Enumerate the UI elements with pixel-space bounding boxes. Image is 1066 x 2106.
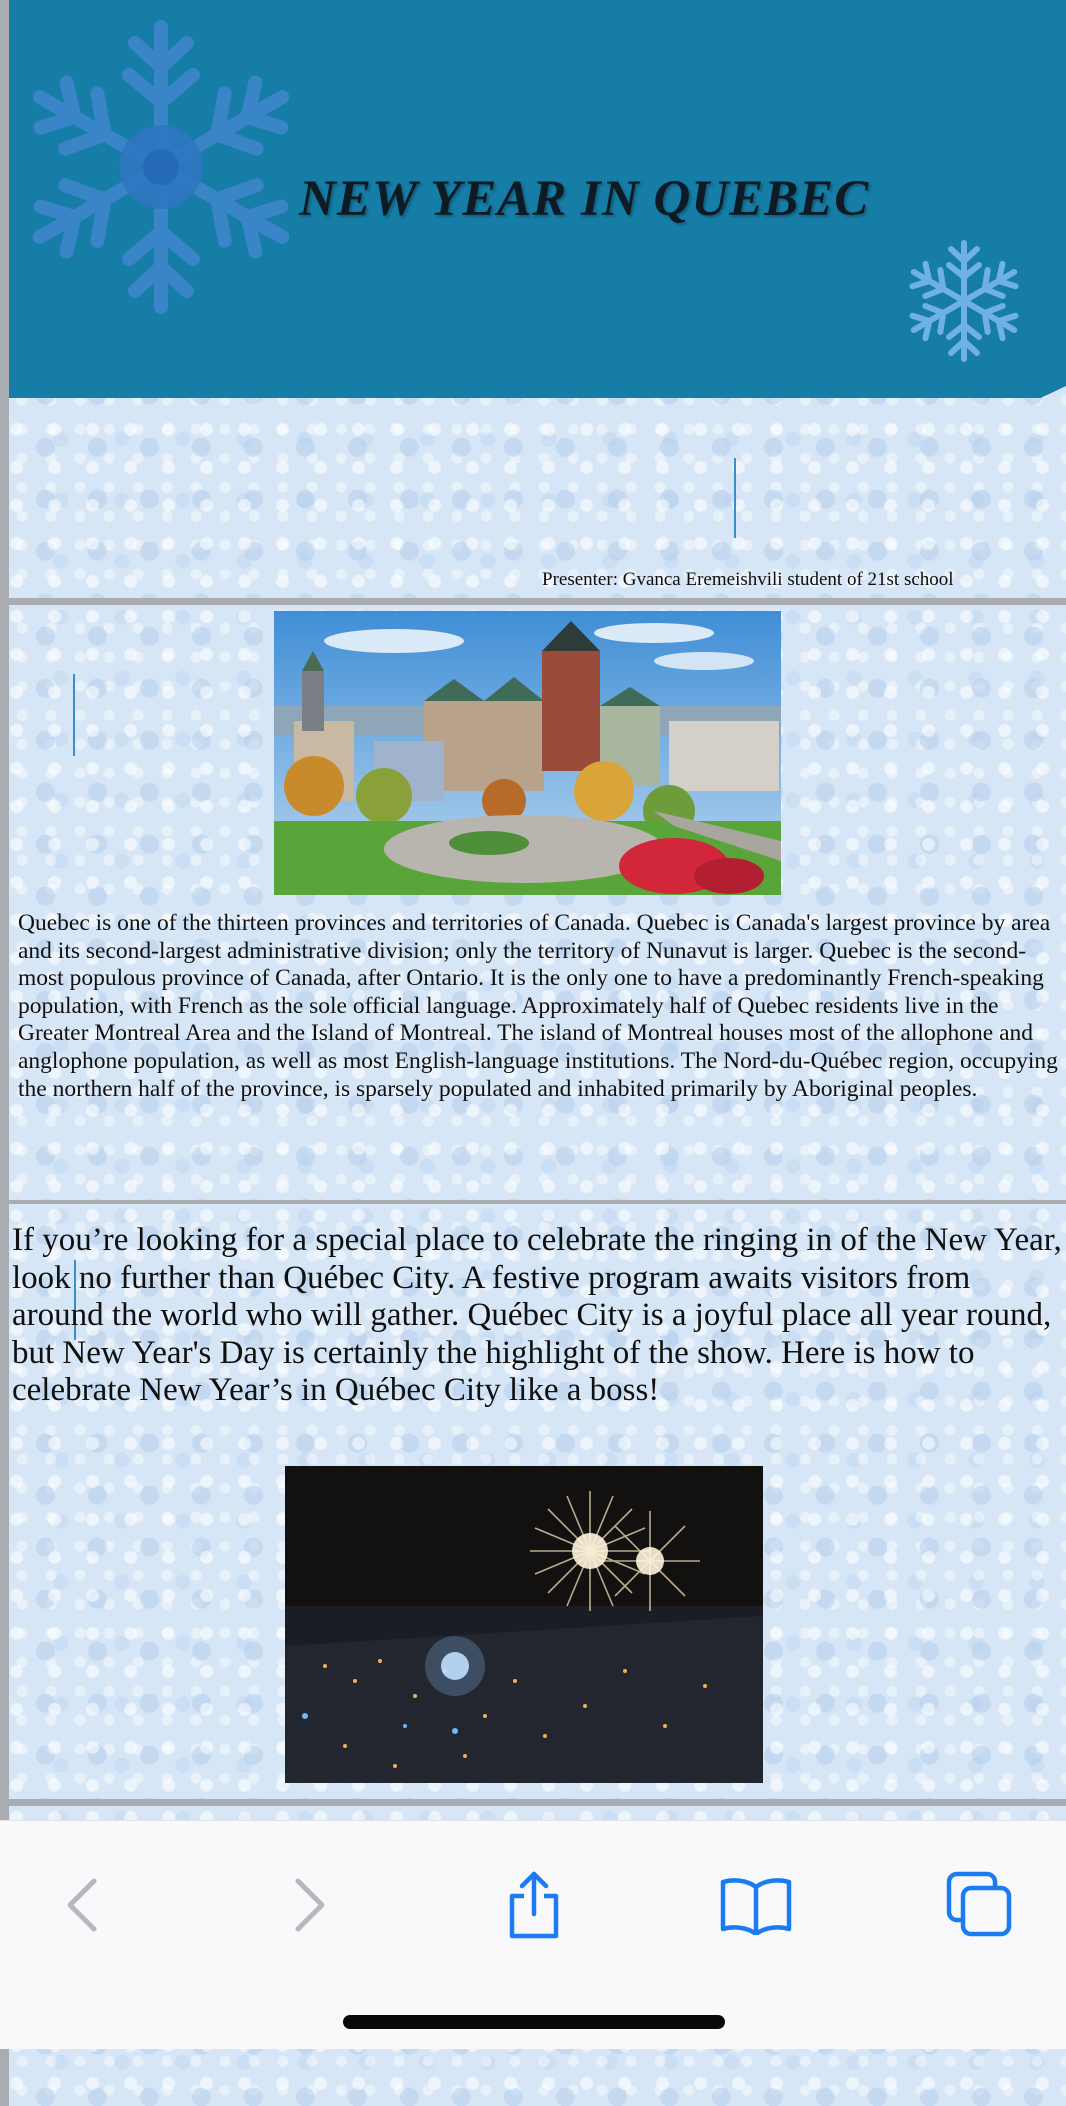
celebration-slide [9,1204,1066,1799]
tabs-icon [945,1870,1015,1945]
bookmarks-button[interactable] [716,1867,796,1947]
share-button[interactable] [494,1867,574,1947]
forward-button[interactable] [270,1867,350,1947]
share-icon [504,1870,564,1945]
small-snowflake-icon [901,238,1027,364]
chevron-right-icon [290,1875,330,1940]
presenter-credit: Presenter: Gvanca Eremeishvili student of 21st school [542,569,954,590]
large-snowflake-icon [21,12,301,322]
title-slide [9,0,1066,598]
city-photo [274,611,781,895]
text-cursor [73,674,75,756]
book-icon [719,1875,793,1940]
page-title: NEW YEAR IN QUEBEC [299,171,870,227]
home-indicator [343,2015,725,2029]
chevron-left-icon [62,1875,102,1940]
fireworks-photo [285,1466,763,1783]
celebration-paragraph: If you’re looking for a special place to celebrate the ringing in of the New Year, look no further than Québec City. A festive program awaits visitors from around the world who will gather. Québec City is a joyful place all year round, but New Year's Day is certainly the highlight of the show. Here is how to celebrate New Year’s in Québec City like a boss! [12,1222,1062,1408]
intro-paragraph: Quebec is one of the thirteen provinces and territories of Canada. Quebec is Canada's largest province by area and its second-largest administrative division; only the territory of Nunavut is larger. Quebec is the second-most populous province of Canada, after Ontario. It is the only one to have a predominantly French-speaking population, with French as the sole official language. Approximately half of Quebec residents live in the Greater Montreal Area and the Island of Montreal. The island of Montreal houses most of the allophone and anglophone population, as well as most English-language institutions. The Nord-du-Québec region, occupying the northern half of the province, is sparsely populated and inhabited primarily by Aboriginal peoples. [18,910,1058,1102]
intro-slide [9,605,1066,1200]
back-button[interactable] [42,1867,122,1947]
tabs-button[interactable] [940,1867,1020,1947]
text-cursor [734,458,736,538]
